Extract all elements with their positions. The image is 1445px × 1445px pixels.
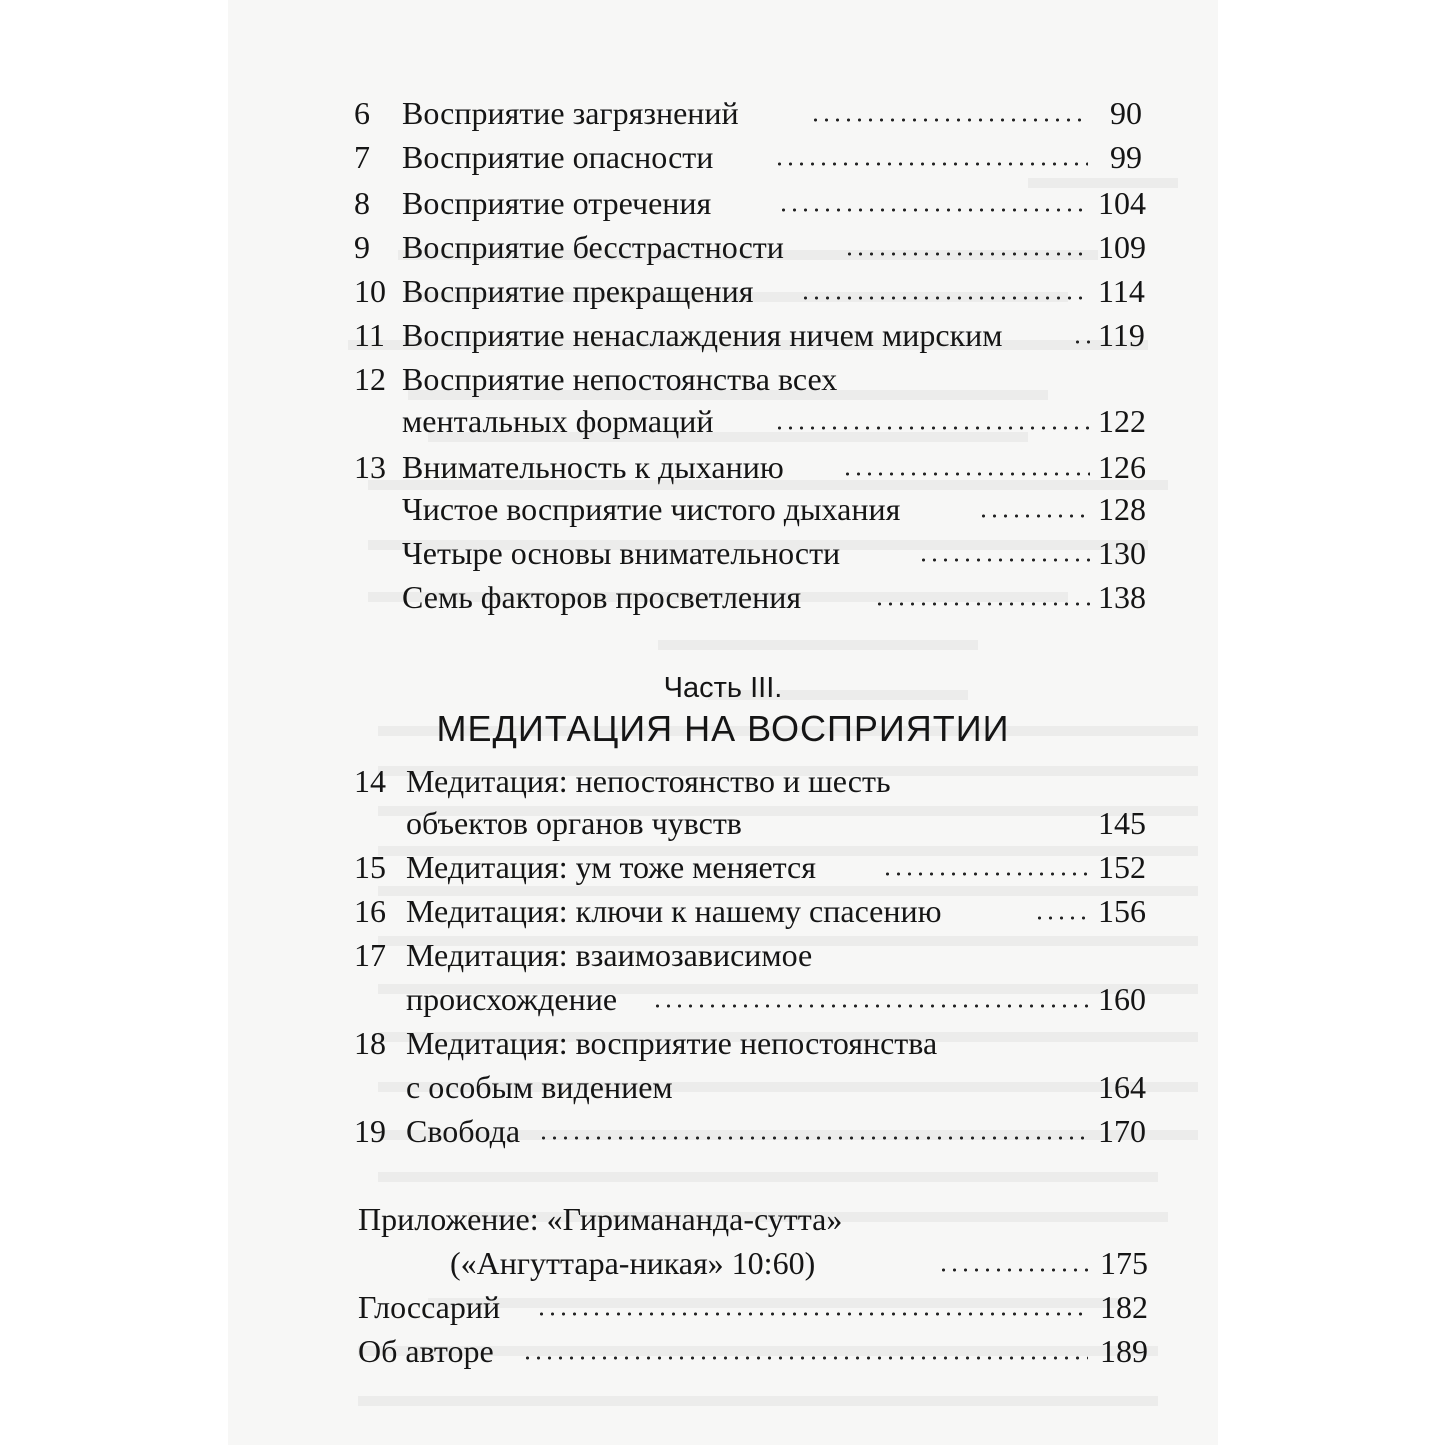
chapter-number: 9 <box>354 229 370 265</box>
toc-entry[interactable] <box>354 312 1154 358</box>
dot-leader <box>774 426 1090 430</box>
toc-entry[interactable] <box>354 356 1154 402</box>
toc-entry[interactable] <box>354 844 1154 890</box>
appendix-title-continuation: («Ангуттара-никая» 10:60) <box>450 1245 816 1281</box>
toc-entry[interactable] <box>354 268 1154 314</box>
chapter-number: 15 <box>354 849 386 885</box>
page-number: 122 <box>1098 403 1146 439</box>
book-page <box>228 0 1218 1445</box>
toc-entry[interactable] <box>354 444 1154 490</box>
page-number: 189 <box>1100 1333 1148 1369</box>
page-number: 119 <box>1098 317 1145 353</box>
dot-leader <box>652 1004 1090 1008</box>
page-number: 152 <box>1098 849 1146 885</box>
page-number: 109 <box>1098 229 1146 265</box>
dot-leader <box>844 252 1090 256</box>
chapter-number: 14 <box>354 763 386 799</box>
toc-subentry[interactable] <box>354 574 1154 620</box>
toc-entry[interactable] <box>354 1108 1154 1154</box>
page-number: 126 <box>1098 449 1146 485</box>
toc-entry-continuation[interactable] <box>358 1240 1158 1286</box>
part-title: МЕДИТАЦИЯ НА ВОСПРИЯТИИ <box>436 708 1010 749</box>
page-number: 156 <box>1098 893 1146 929</box>
toc-entry[interactable] <box>358 1328 1158 1374</box>
toc-entry[interactable] <box>358 1284 1158 1330</box>
page-number: 164 <box>1098 1069 1146 1105</box>
toc-entry[interactable] <box>354 758 1154 804</box>
toc-entry[interactable] <box>354 224 1154 270</box>
chapter-title: Медитация: ключи к нашему спасению <box>406 893 942 929</box>
chapter-title-continuation: происхождение <box>406 981 618 1017</box>
page-number: 145 <box>1098 805 1146 841</box>
chapter-title: Медитация: непостоянство и шесть <box>406 763 891 799</box>
chapter-number: 19 <box>354 1113 386 1149</box>
chapter-number: 16 <box>354 893 386 929</box>
chapter-title: Медитация: ум тоже меняется <box>406 849 816 885</box>
page-number: 160 <box>1098 981 1146 1017</box>
chapter-title-continuation: объектов органов чувств <box>406 805 742 841</box>
toc-entry-continuation[interactable] <box>354 976 1154 1022</box>
dot-leader <box>882 872 1090 876</box>
dot-leader <box>800 296 1090 300</box>
toc-entry-continuation[interactable] <box>354 800 1154 846</box>
page-number: 130 <box>1098 535 1146 571</box>
page-number: 182 <box>1100 1289 1148 1325</box>
toc-entry[interactable] <box>354 90 1144 136</box>
toc-entry-continuation[interactable] <box>354 1064 1154 1110</box>
table-of-contents <box>228 0 1218 1445</box>
dot-leader <box>538 1136 1090 1140</box>
dot-leader <box>522 1356 1088 1360</box>
dot-leader <box>536 1312 1088 1316</box>
dot-leader <box>874 602 1090 606</box>
chapter-number: 8 <box>354 185 370 221</box>
toc-entry[interactable] <box>354 180 1154 226</box>
toc-entry[interactable] <box>354 888 1154 934</box>
chapter-title: Восприятие бесстрастности <box>402 229 784 265</box>
toc-entry[interactable] <box>358 1196 1158 1242</box>
chapter-title-continuation: с особым видением <box>406 1069 673 1105</box>
glossary-title: Глоссарий <box>358 1289 501 1325</box>
chapter-number: 12 <box>354 361 386 397</box>
dot-leader <box>938 1268 1088 1272</box>
toc-subentry[interactable] <box>354 530 1154 576</box>
chapter-title: Внимательность к дыханию <box>402 449 784 485</box>
dot-leader <box>810 118 1088 122</box>
chapter-title: Восприятие непостоянства всех <box>402 361 838 397</box>
page-number: 104 <box>1098 185 1146 221</box>
chapter-title: Медитация: восприятие непостоянства <box>406 1025 938 1061</box>
page-number: 90 <box>1110 95 1142 131</box>
chapter-title: Восприятие отречения <box>402 185 712 221</box>
chapter-number: 17 <box>354 937 386 973</box>
appendix-title: Приложение: «Гиримананда-сутта» <box>358 1201 843 1237</box>
page-number: 128 <box>1098 491 1146 527</box>
page-number: 99 <box>1110 139 1142 175</box>
section-title: Четыре основы внимательности <box>402 535 841 571</box>
dot-leader <box>918 558 1090 562</box>
dot-leader <box>1072 340 1090 344</box>
toc-entry[interactable] <box>354 1020 1154 1066</box>
section-title: Чистое восприятие чистого дыхания <box>402 491 901 527</box>
toc-subentry[interactable] <box>354 486 1154 532</box>
dot-leader <box>778 208 1090 212</box>
chapter-title: Восприятие прекращения <box>402 273 754 309</box>
toc-entry[interactable] <box>354 932 1154 978</box>
dot-leader <box>978 514 1090 518</box>
chapter-title: Восприятие ненаслаждения ничем мирским <box>402 317 1003 353</box>
part-label: Часть III. <box>663 672 783 704</box>
page-number: 170 <box>1098 1113 1146 1149</box>
dot-leader <box>1034 916 1090 920</box>
chapter-title: Свобода <box>406 1113 521 1149</box>
page-number: 114 <box>1098 273 1145 309</box>
page-number: 175 <box>1100 1245 1148 1281</box>
chapter-number: 11 <box>354 317 385 353</box>
chapter-title-continuation: ментальных формаций <box>402 403 714 439</box>
chapter-number: 6 <box>354 95 370 131</box>
page-number: 138 <box>1098 579 1146 615</box>
dot-leader <box>842 472 1090 476</box>
toc-entry[interactable] <box>354 134 1144 180</box>
chapter-number: 10 <box>354 273 386 309</box>
toc-entry-continuation[interactable] <box>354 398 1154 444</box>
chapter-title: Медитация: взаимозависимое <box>406 937 813 973</box>
about-author-title: Об авторе <box>358 1333 494 1369</box>
chapter-number: 13 <box>354 449 386 485</box>
chapter-title: Восприятие загрязнений <box>402 95 739 131</box>
chapter-title: Восприятие опасности <box>402 139 714 175</box>
chapter-number: 18 <box>354 1025 386 1061</box>
section-title: Семь факторов просветления <box>402 579 802 615</box>
dot-leader <box>774 162 1088 166</box>
chapter-number: 7 <box>354 139 370 175</box>
